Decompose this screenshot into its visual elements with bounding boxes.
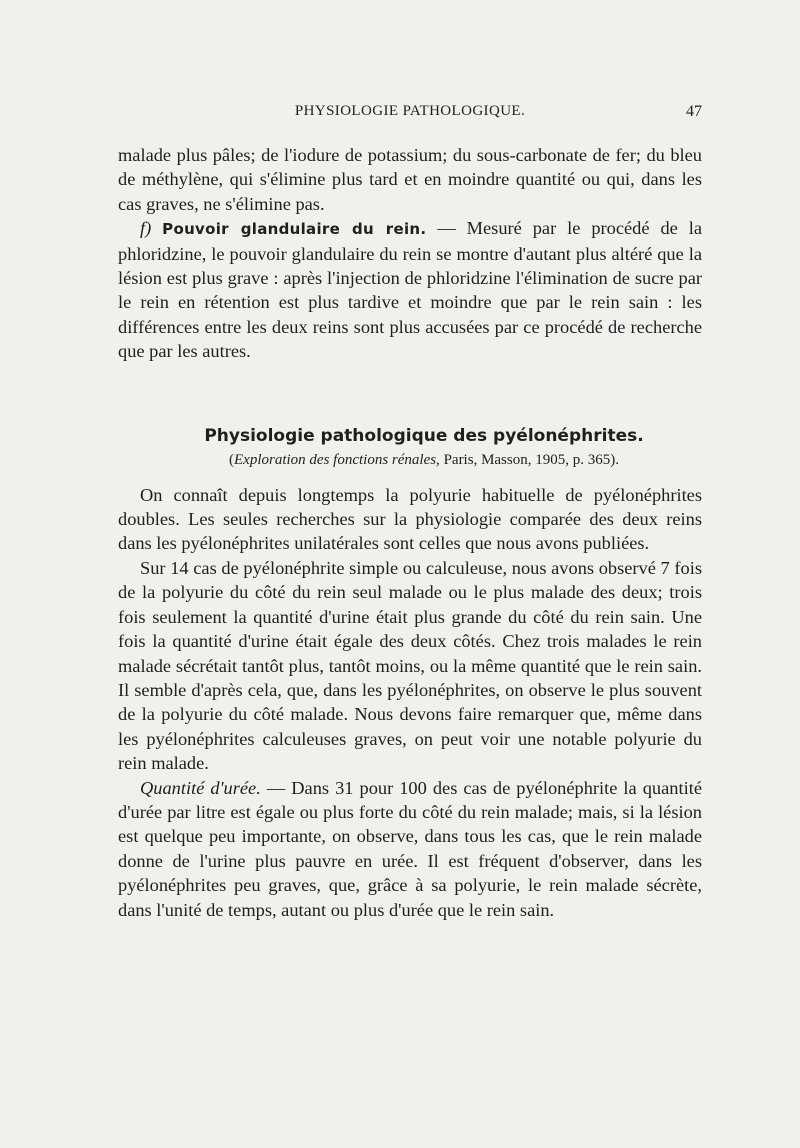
paragraph-5 (118, 776, 702, 922)
citation-italic: Exploration des fonctions rénales, (234, 451, 440, 468)
paragraph-3: On connaît depuis longtemps la polyurie habituelle de pyélonéphrites doubles. Les seules recherches sur la physiologie comparée des deux reins dans les pyélonéphrites unilatérales sont celles que nous avons publiées. (118, 484, 702, 554)
section-citation (118, 452, 702, 469)
paragraph-1: malade plus pâles; de l'iodure de potassium; du sous-carbonate de fer; du bleu de méthylène, qui s'élimine plus tard et en moindre quantité ou qui, dans les cas graves, ne s'élimine pas. (118, 145, 702, 214)
paragraph-2-text: — Mesuré par le procédé de la phloridzine, le pouvoir glandulaire du rein se montre d'autant plus altéré que la lésion est plus grave : après l'injection de phloridzine l'élimination de sucre par le rein en rétention est plus tardive et moindre que par le rein sain : les différences entre les deux reins sont plus accusées par ce procédé de recherche que par les autres. (118, 218, 703, 362)
section-title: Physiologie pathologique des pyélonéphrites. (204, 425, 644, 446)
paragraph-5-text: — Dans 31 pour 100 des cas de pyélonéphrite la quantité d'urée par litre est égale ou plus forte du côté du rein malade; mais, si la lésion est quelque peu importante, on observe, dans tous les cas, que le rein malade donne de l'urine plus pauvre en urée. Il est fréquent d'observer, dans les pyélonéphrites peu graves, que, grâce à sa polyurie, le rein malade sécrète, dans l'unité de temps, autant ou plus d'urée que le rein sain. (118, 777, 702, 920)
citation-open: ( (229, 451, 234, 468)
citation-rest: Paris, Masson, 1905, p. 365). (439, 451, 619, 468)
running-head (118, 103, 702, 127)
paragraph-2 (118, 216, 702, 363)
running-head-title: PHYSIOLOGIE PATHOLOGIQUE. (294, 103, 526, 119)
paragraph-2-label: f) (140, 218, 152, 239)
paragraph-4: Sur 14 cas de pyélonéphrite simple ou calculeuse, nous avons observé 7 fois de la polyurie du côté du rein seul malade ou le plus malade des deux; trois fois seulement la quantité d'urine était plus grande du côté du rein sain. Une fois la quantité d'urine était égale des deux côtés. Chez trois malades le rein malade sécrétait tantôt plus, tantôt moins, ou la même quantité que le rein sain. Il semble d'après cela, que, dans les pyélonéphrites, on observe le plus souvent de la polyurie du côté malade. Nous devons faire remarquer que, même dans les pyélonéphrites calculeuses graves, on peut voir une notable polyurie du rein malade. (118, 557, 702, 774)
paragraph-2-title: Pouvoir glandulaire du rein. (162, 220, 427, 239)
page-number: 47 (686, 103, 702, 120)
paragraph-5-label: Quantité d'urée. (140, 777, 261, 798)
page-body (118, 143, 702, 922)
